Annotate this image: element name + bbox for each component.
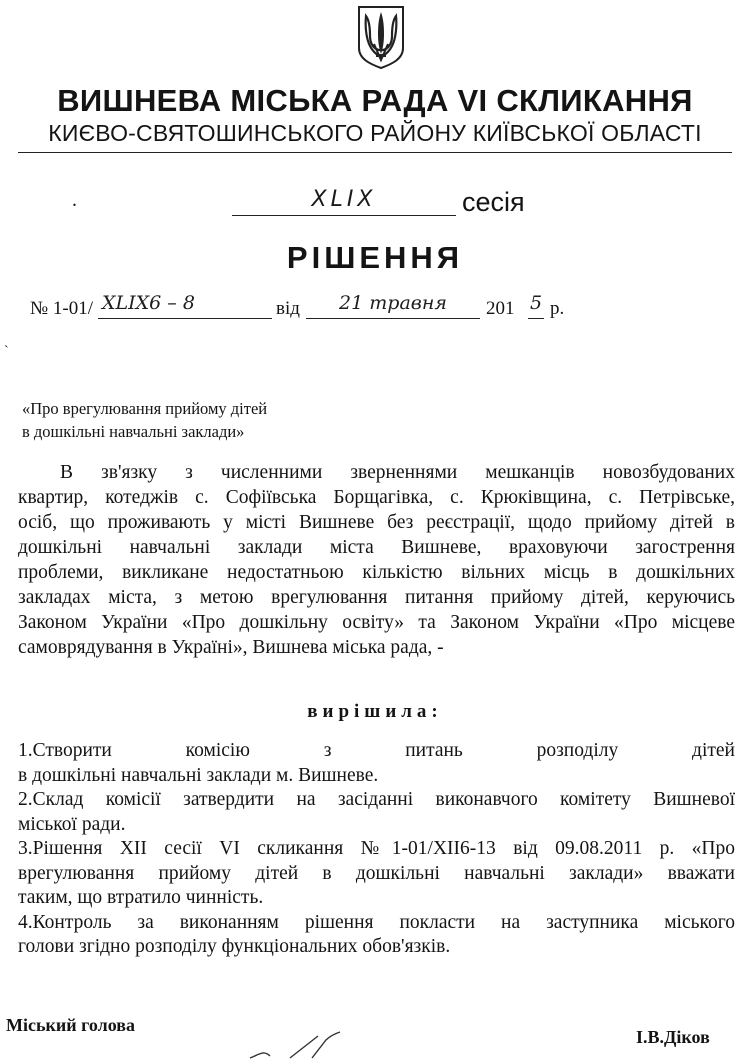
- mayor-title: Міський голова: [6, 1015, 135, 1035]
- decision-number-handwritten: XLIX6 – 8: [98, 292, 272, 319]
- item-line: 4.Контроль за виконанням рішення покласти на заступника міського: [18, 911, 735, 933]
- preamble-line: проблеми, викликане недостатньою кількістю вільних місць в дошкільних: [18, 562, 735, 583]
- preamble-line: дошкільні навчальні заклади міста Вишневе, враховуючи загострення: [18, 537, 735, 558]
- decision-number-prefix: № 1-01/: [30, 298, 93, 319]
- preamble-line: закладах міста, з метою врегулювання питання прийому дітей, керуючись: [18, 587, 735, 608]
- item-line: 1.Створити комісію з питань розподілу дітей: [18, 740, 735, 761]
- preamble-line: Законом України «Про дошкільну освіту» та Законом України «Про місцеве: [18, 612, 735, 633]
- session-dot: .: [72, 189, 77, 211]
- decision-items: [18, 739, 735, 960]
- district-name: КИЄВО-СВЯТОШИНСЬКОГО РАЙОНУ КИЇВСЬКОЇ ОБЛАСТІ: [48, 120, 702, 146]
- item-line: таким, що втратило чинність.: [18, 887, 264, 908]
- decision-item-2: [18, 788, 735, 837]
- subject-line: в дошкільні навчальні заклади»: [22, 422, 245, 441]
- decision-item-1: [18, 739, 735, 788]
- year-prefix: 201: [486, 298, 515, 319]
- preamble-line: осіб, що проживають у місті Вишневе без реєстрації, щодо прийому дітей в: [18, 512, 735, 533]
- item-line: 3.Рішення XII сесії VI скликання №1-01/XII6-13 від 09.08.2011 р. «Про: [18, 838, 735, 859]
- resolved-heading: вирішила:: [307, 701, 443, 722]
- trident-coat-of-arms-icon: [356, 4, 406, 70]
- handwritten-signature: [230, 1030, 370, 1059]
- preamble-line: квартир, котеджів с. Софіївська Борщагівка, с. Крюківщина, с. Петрівське,: [18, 487, 735, 508]
- item-line: 2.Склад комісії затвердити на засіданні виконавчого комітету Вишневої: [18, 789, 735, 810]
- margin-mark: ˴: [4, 338, 9, 353]
- header-divider: [18, 152, 732, 153]
- item-line: в дошкільні навчальні заклади м. Вишневе.: [18, 764, 379, 786]
- preamble-line: самоврядування в Україні», Вишнева міська рада, -: [18, 637, 444, 658]
- council-name: ВИШНЕВА МІСЬКА РАДА VI СКЛИКАННЯ: [57, 83, 693, 118]
- session-row: [0, 185, 750, 221]
- session-label: сесія: [462, 187, 525, 217]
- session-number-handwritten: XLIX: [232, 187, 456, 216]
- year-digit-handwritten: 5: [528, 292, 544, 319]
- decision-title: РІШЕННЯ: [286, 240, 464, 275]
- preamble-line: В зв'язку з численними зверненнями мешканців новозбудованих: [60, 462, 735, 483]
- item-line: міської ради.: [18, 813, 126, 835]
- preamble-paragraph: [18, 460, 735, 660]
- from-word: від: [276, 298, 300, 319]
- year-suffix: р.: [550, 298, 565, 319]
- decision-item-4: [18, 911, 735, 960]
- item-line: врегулювання прийому дітей в дошкільні навчальні заклади» вважати: [18, 862, 735, 884]
- decision-subject: [22, 397, 267, 443]
- subject-line: «Про врегулювання прийому дітей: [22, 399, 268, 418]
- mayor-name: І.В.Діков: [636, 1027, 710, 1047]
- item-line: голови згідно розподілу функціональних обов'язків.: [18, 936, 451, 957]
- decision-date-handwritten: 21 травня: [306, 292, 480, 319]
- decision-number-row: [0, 290, 750, 326]
- decision-item-3: [18, 837, 735, 911]
